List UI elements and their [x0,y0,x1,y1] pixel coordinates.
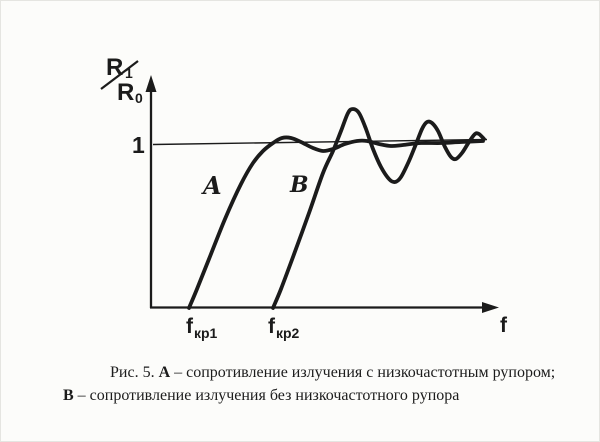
curve-b [273,109,484,308]
curve-a [189,137,483,308]
x-tick-fkr2 [268,315,300,341]
y-axis-label [101,54,143,106]
x-axis-label: f [500,314,507,337]
caption-line-1 [63,362,571,385]
x-tick-fkr1-base: f [186,315,193,338]
y-label-denominator-sub: 0 [135,90,143,106]
x-tick-fkr1-sub: кр1 [194,325,218,341]
curve-b-label: B [290,172,309,198]
x-tick-fkr2-sub: кр2 [276,325,300,341]
y-label-numerator: R [106,54,124,81]
figure-caption [63,362,571,407]
caption-series-a-letter: А [158,364,171,381]
x-tick-fkr1 [186,315,218,341]
caption-series-b-letter: В [63,386,74,404]
x-tick-fkr2-base: f [268,315,275,338]
curve-a-label: A [203,171,222,200]
y-label-numerator-sub: 1 [125,65,133,81]
y-tick-1: 1 [132,132,145,158]
x-axis-arrowhead-icon [482,302,499,313]
y-axis-arrowhead-icon [146,75,157,92]
caption-line-2 [63,385,571,408]
caption-series-a-text: – сопротивление излучения с низкочастотным рупором; [170,364,556,381]
caption-figure-number: Рис. 5. [110,364,159,381]
caption-series-b-text: – сопротивление излучения без низкочастотного рупора [73,386,460,404]
y-label-denominator: R [117,79,135,106]
radiation-resistance-chart [1,1,600,359]
